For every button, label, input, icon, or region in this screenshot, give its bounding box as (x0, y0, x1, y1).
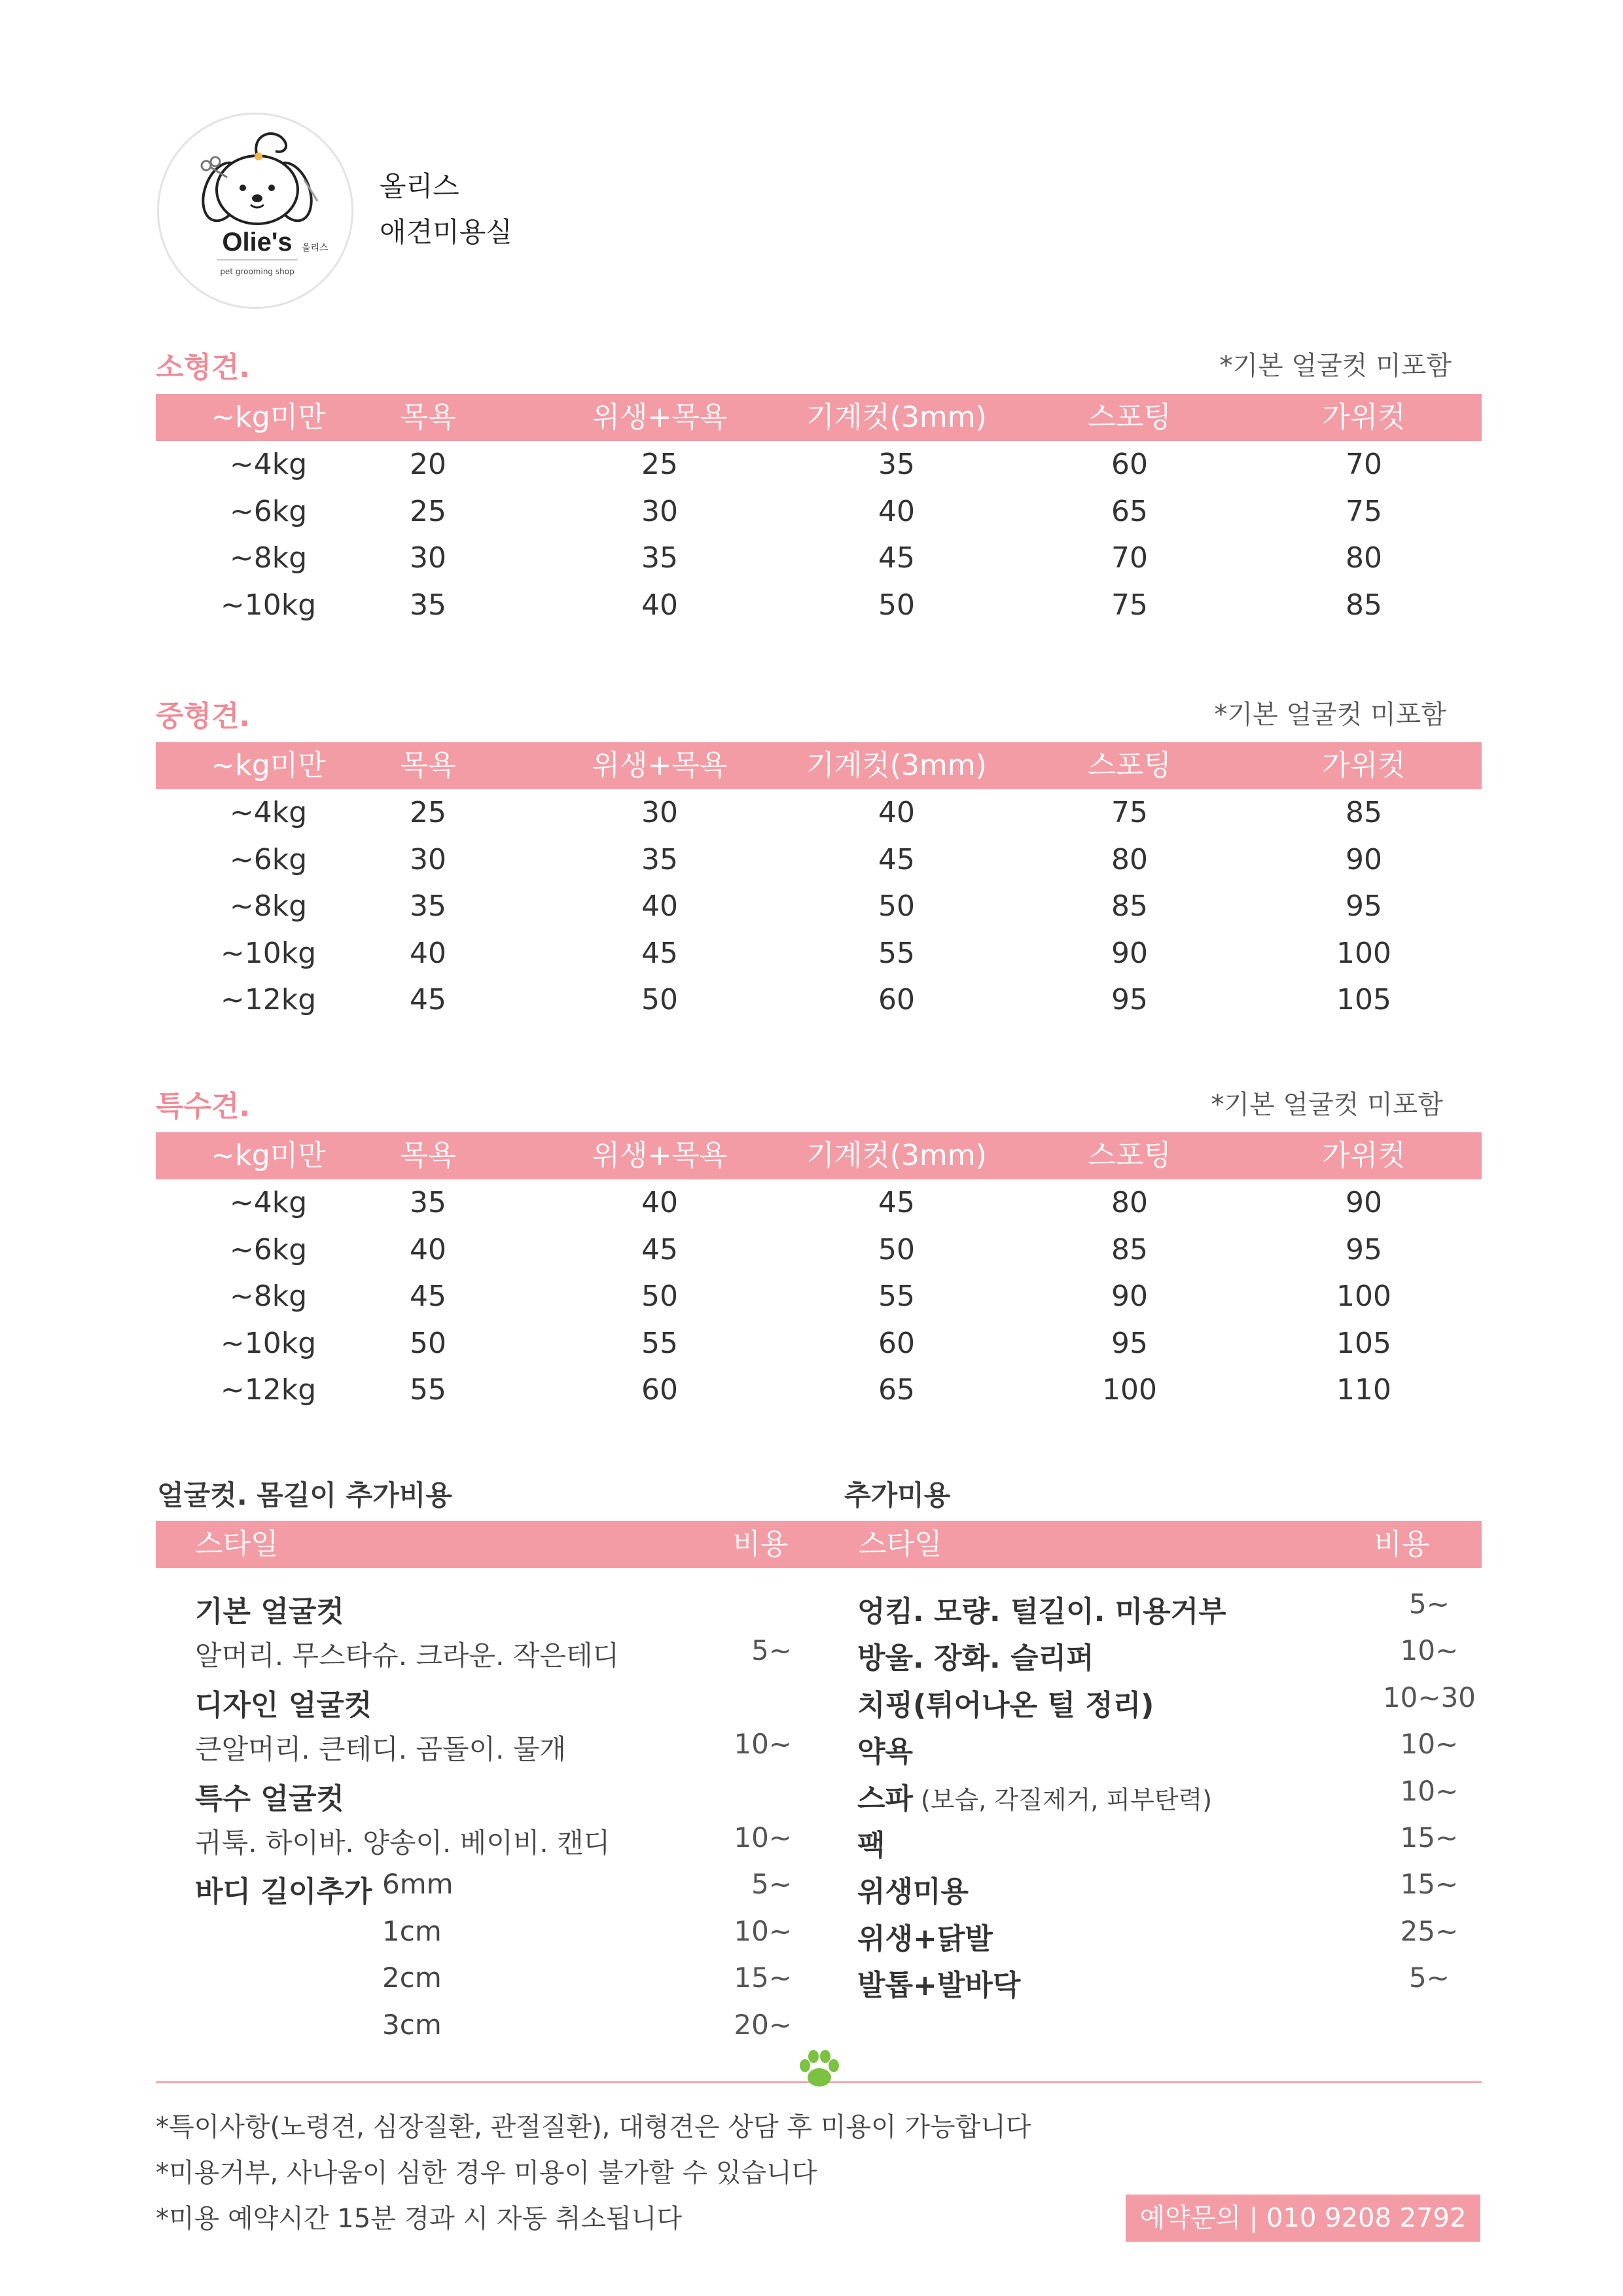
body-length-price: 15~ (734, 1962, 792, 1994)
body-length-price: 20~ (734, 2008, 792, 2041)
footnote-1: *특이사항(노령견, 심장질환, 관절질환), 대형견은 상담 후 미용이 가능합니다 (156, 2112, 1031, 2142)
table-cell: 85 (1346, 588, 1382, 622)
extra-item-name: 방울. 장화. 슬리퍼 (857, 1641, 1094, 1676)
column-header: 스포팅 (1088, 401, 1171, 434)
column-header: 기계컷(3mm) (806, 401, 987, 434)
face-cut-styles: 귀툭. 하이바. 양송이. 베이비. 캔디 (195, 1827, 611, 1859)
table-cell: 35 (410, 889, 446, 923)
table-cell: 85 (1111, 889, 1148, 923)
logo-text-ko: 올리스 (302, 243, 329, 253)
table-cell: 80 (1111, 1186, 1148, 1219)
table-cell: ~8kg (229, 1280, 308, 1313)
extra-item-name: 약욕 (857, 1735, 914, 1769)
body-length-price: 10~ (734, 1914, 792, 1947)
table-cell: ~6kg (229, 842, 308, 876)
column-header: 가위컷 (1322, 1139, 1406, 1172)
table-cell: 90 (1111, 1280, 1148, 1313)
column-header: 기계컷(3mm) (806, 1139, 987, 1172)
face-cut-heading: 얼굴컷. 몸길이 추가비용 (157, 1479, 452, 1511)
paw-icon (793, 2043, 846, 2096)
extra-item-price: 5~ (1409, 1588, 1450, 1620)
special-header-bar (156, 1132, 1482, 1179)
extra-header-bar (156, 1521, 1482, 1568)
extra-item-detail: (보습, 각질제거, 피부탄력) (921, 1785, 1213, 1814)
table-cell: 35 (641, 541, 678, 575)
table-cell: 60 (1111, 448, 1148, 481)
medium-note: *기본 얼굴컷 미포함 (1214, 700, 1446, 730)
face-cut-price: 10~ (734, 1728, 792, 1761)
table-cell: 90 (1111, 936, 1148, 970)
table-cell: 40 (878, 796, 915, 829)
table-cell: ~6kg (229, 1232, 308, 1266)
body-length-option: 2cm (382, 1962, 442, 1994)
table-cell: 95 (1346, 889, 1382, 923)
column-header: 목욕 (400, 749, 456, 782)
table-cell: 95 (1111, 1326, 1148, 1360)
table-cell: 25 (410, 796, 446, 829)
extra-item-price: 15~ (1400, 1821, 1459, 1854)
table-cell: ~4kg (229, 448, 308, 481)
table-cell: 45 (878, 842, 915, 876)
small-section-title: 소형견. (156, 351, 251, 384)
table-cell: 70 (1346, 448, 1382, 481)
table-cell: 80 (1111, 842, 1148, 876)
table-cell: 30 (641, 494, 678, 528)
table-cell: 80 (1346, 541, 1382, 575)
table-cell: ~4kg (229, 796, 308, 829)
shop-name-line1: 올리스 (380, 170, 459, 202)
special-section-title: 특수견. (156, 1090, 251, 1123)
table-cell: 40 (641, 1186, 678, 1219)
table-cell: 75 (1111, 588, 1148, 622)
table-cell: 50 (641, 1280, 678, 1313)
table-cell: 60 (878, 983, 915, 1016)
extra-item-price: 10~ (1400, 1774, 1459, 1807)
extra-item-price: 10~30 (1382, 1681, 1476, 1713)
column-header: 위생+목욕 (592, 1139, 728, 1172)
table-cell: 35 (410, 1186, 446, 1219)
table-cell: 75 (1111, 796, 1148, 829)
table-cell: 25 (410, 494, 446, 528)
table-cell: 45 (878, 541, 915, 575)
column-header: 스포팅 (1088, 1139, 1171, 1172)
extra-item-name: 엉킴. 모량. 털길이. 미용거부 (857, 1595, 1226, 1628)
face-cut-styles: 알머리. 무스타슈. 크라운. 작은테디 (195, 1640, 620, 1672)
table-cell: 100 (1336, 936, 1391, 970)
table-cell: 35 (641, 842, 678, 876)
table-cell: ~10kg (220, 1326, 317, 1360)
table-cell: 45 (641, 1232, 678, 1266)
dog-logo-icon (159, 115, 355, 311)
table-cell: 40 (641, 588, 678, 622)
body-length-label: 바디 길이추가 (195, 1875, 372, 1909)
face-cut-cost-header: 비용 (732, 1528, 789, 1561)
face-cut-price: 5~ (751, 1634, 792, 1667)
table-cell: 55 (410, 1373, 446, 1407)
extra-item (857, 1634, 1094, 1676)
table-cell: 40 (878, 494, 915, 528)
table-cell: 60 (878, 1326, 915, 1360)
face-cut-style-header: 스타일 (195, 1528, 279, 1561)
shop-name-line2: 애견미용실 (380, 216, 512, 248)
extra-item-name: 팩 (857, 1829, 885, 1862)
extra-cost-header: 비용 (1374, 1528, 1430, 1561)
table-cell: 25 (641, 448, 678, 481)
extra-item-name: 치핑(튀어나온 털 정리) (857, 1688, 1154, 1722)
extra-item-name: 위생+닭발 (857, 1922, 993, 1956)
table-cell: ~12kg (220, 983, 317, 1016)
table-cell: ~10kg (220, 588, 317, 622)
extra-item-name: 위생미용 (857, 1875, 969, 1909)
column-header: 목욕 (400, 401, 456, 434)
extra-item-price: 10~ (1400, 1634, 1459, 1667)
table-cell: 95 (1111, 983, 1148, 1016)
column-header: 기계컷(3mm) (806, 749, 987, 782)
table-cell: 35 (410, 588, 446, 622)
special-note: *기본 얼굴컷 미포함 (1211, 1090, 1443, 1120)
table-cell: 30 (641, 796, 678, 829)
extra-item-price: 25~ (1400, 1914, 1459, 1947)
medium-section-title: 중형견. (156, 700, 251, 733)
table-cell: 90 (1346, 1186, 1382, 1219)
extra-item (857, 1868, 969, 1910)
table-cell: 75 (1346, 494, 1382, 528)
column-header: 가위컷 (1322, 749, 1406, 782)
extra-item-price: 15~ (1400, 1868, 1459, 1901)
body-length-option: 1cm (382, 1914, 442, 1947)
table-cell: ~8kg (229, 889, 308, 923)
table-cell: 70 (1111, 541, 1148, 575)
table-cell: 40 (410, 936, 446, 970)
column-header: ~kg미만 (211, 749, 326, 782)
extra-item-price: 10~ (1400, 1728, 1459, 1761)
table-cell: 65 (1111, 494, 1148, 528)
table-cell: 30 (410, 541, 446, 575)
table-cell: 65 (878, 1373, 915, 1407)
face-cut-category: 디자인 얼굴컷 (195, 1688, 372, 1722)
extra-item-price: 5~ (1409, 1962, 1450, 1994)
table-cell: ~12kg (220, 1373, 317, 1407)
table-cell: 45 (410, 983, 446, 1016)
extra-item-name: 스파 (857, 1782, 914, 1816)
table-cell: ~10kg (220, 936, 317, 970)
table-cell: 85 (1346, 796, 1382, 829)
extra-item (857, 1681, 1154, 1723)
table-cell: 90 (1346, 842, 1382, 876)
body-length-option: 3cm (382, 2008, 442, 2041)
column-header: 가위컷 (1322, 401, 1406, 434)
table-cell: 60 (641, 1373, 678, 1407)
table-cell: 40 (641, 889, 678, 923)
extra-item (857, 1915, 993, 1957)
shop-logo (157, 113, 353, 309)
table-cell: 45 (878, 1186, 915, 1219)
face-cut-styles: 큰알머리. 큰테디. 곰돌이. 물개 (195, 1733, 566, 1766)
extra-item-name: 발톱+발바닥 (857, 1969, 1021, 2003)
table-cell: 100 (1336, 1280, 1391, 1313)
medium-header-bar (156, 742, 1482, 789)
logo-text: Olie's (222, 228, 293, 257)
table-cell: 105 (1336, 983, 1391, 1016)
table-cell: ~6kg (229, 494, 308, 528)
body-length-option: 6mm (382, 1868, 454, 1901)
footnote-3: *미용 예약시간 15분 경과 시 자동 취소됩니다 (156, 2204, 683, 2234)
extra-item (857, 1962, 1020, 2003)
reservation-contact: 예약문의 | 010 9208 2792 (1126, 2195, 1480, 2242)
column-header: 목욕 (400, 1139, 456, 1172)
column-header: ~kg미만 (211, 401, 326, 434)
table-cell: 35 (878, 448, 915, 481)
logo-subtitle: pet grooming shop (220, 267, 294, 276)
small-note: *기본 얼굴컷 미포함 (1219, 351, 1452, 381)
table-cell: 55 (878, 936, 915, 970)
table-cell: 55 (878, 1280, 915, 1313)
extra-item (857, 1775, 1212, 1817)
body-length-price: 5~ (751, 1868, 792, 1901)
table-cell: 95 (1346, 1232, 1382, 1266)
table-cell: 40 (410, 1232, 446, 1266)
extra-item (857, 1728, 913, 1770)
table-cell: 55 (641, 1326, 678, 1360)
table-cell: 30 (410, 842, 446, 876)
extra-item (857, 1588, 1226, 1630)
column-header: 위생+목욕 (592, 749, 728, 782)
table-cell: 45 (641, 936, 678, 970)
column-header: 스포팅 (1088, 749, 1171, 782)
small-header-bar (156, 394, 1482, 441)
face-cut-category: 기본 얼굴컷 (195, 1595, 344, 1628)
face-cut-price: 10~ (734, 1821, 792, 1854)
extra-item (857, 1821, 885, 1863)
table-cell: 110 (1336, 1373, 1391, 1407)
extra-style-header: 스타일 (859, 1528, 942, 1561)
column-header: 위생+목욕 (592, 401, 728, 434)
table-cell: 20 (410, 448, 446, 481)
face-cut-category: 특수 얼굴컷 (195, 1782, 344, 1816)
footnote-2: *미용거부, 사나움이 심한 경우 미용이 불가할 수 있습니다 (156, 2158, 817, 2188)
table-cell: 100 (1102, 1373, 1157, 1407)
table-cell: 50 (878, 889, 915, 923)
table-cell: 50 (878, 1232, 915, 1266)
column-header: ~kg미만 (211, 1139, 326, 1172)
table-cell: 50 (410, 1326, 446, 1360)
table-cell: ~8kg (229, 541, 308, 575)
table-cell: 50 (641, 983, 678, 1016)
table-cell: 85 (1111, 1232, 1148, 1266)
extra-heading: 추가미용 (844, 1479, 951, 1511)
table-cell: 45 (410, 1280, 446, 1313)
table-cell: 105 (1336, 1326, 1391, 1360)
table-cell: ~4kg (229, 1186, 308, 1219)
table-cell: 50 (878, 588, 915, 622)
